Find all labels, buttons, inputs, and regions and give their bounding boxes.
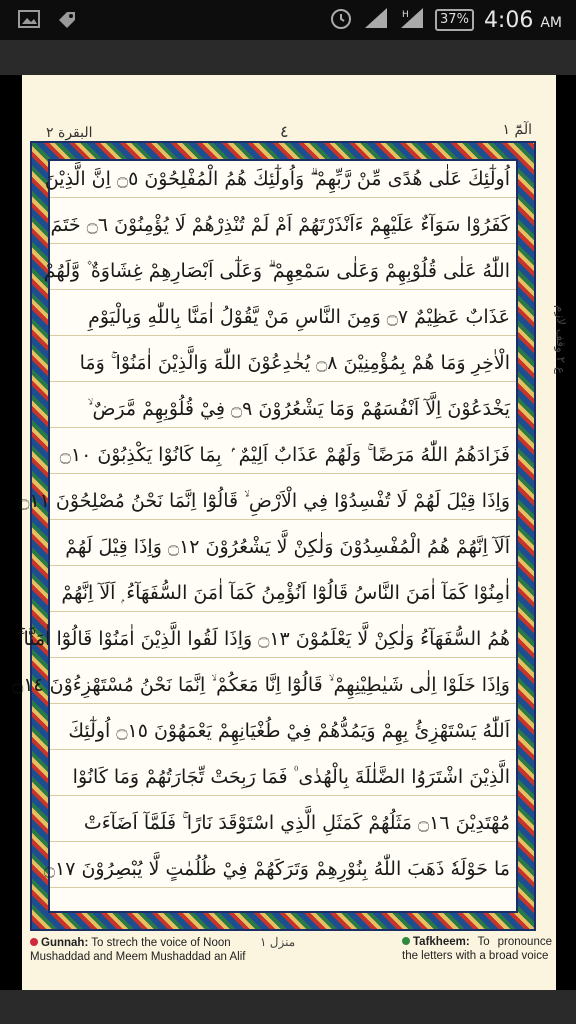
verse-line: هُمُ السُّفَهَآءُ وَلٰكِنْ لَّا يَعْلَمُوْنَ ۝١٣ وَاِذَا لَقُوا الَّذِيْنَ اٰمَنُوْا قَالُوْٓا اٰمَنَّا ۚ [50, 621, 516, 658]
verse-line: مَا حَوْلَهٗ ذَهَبَ اللّٰهُ بِنُوْرِهِمْ وَتَرَكَهُمْ فِيْ ظُلُمٰتٍ لَّا يُبْصِرُوْنَ ۝١٧ [50, 851, 516, 888]
quran-page[interactable] [12, 75, 568, 990]
ornamental-border [12, 141, 536, 931]
verse-line: عَذَابٌ عَظِيْمٌ ۝٧ وَمِنَ النَّاسِ مَنْ يَّقُوْلُ اٰمَنَّا بِاللّٰهِ وَبِالْيَوْمِ [50, 299, 516, 336]
tag-icon [56, 10, 78, 30]
verse-line: اللّٰهُ عَلٰى قُلُوْبِهِمْ وَعَلٰى سَمْعِهِمْ ۗ وَعَلٰٓى اَبْصَارِهِمْ غِشَاوَةٌ ۫ وَّلَهُمْ [50, 253, 516, 290]
tafkheem-color-dot [402, 937, 410, 945]
status-bar [0, 0, 576, 40]
verse-area [12, 159, 518, 913]
gunnah-note: Gunnah: To strech the voice of Noon Mushaddad and Meem Mushaddad an Alif [30, 937, 246, 963]
verse-line: اٰمِنُوْا كَمَآ اٰمَنَ النَّاسُ قَالُوْٓا اَنُؤْمِنُ كَمَآ اٰمَنَ السُّفَهَآءُ ۭ اَلَآ اِنَّهُمْ [50, 575, 516, 612]
para-name: الٓمّٓ ١ [502, 122, 532, 138]
gallery-icon [18, 10, 40, 30]
signal-icon [363, 6, 389, 34]
margin-note: ع ۲ وقف لازم [554, 305, 568, 375]
h-signal-icon [399, 6, 425, 34]
battery-indicator: 37% [435, 9, 474, 31]
manzil-label: منزل ١ [260, 935, 296, 949]
verse-line: وَاِذَا قِيْلَ لَهُمْ لَا تُفْسِدُوْا فِي الْاَرْضِ ۙ قَالُوْٓا اِنَّمَا نَحْنُ مُصْلِحُوْنَ ۝١١ [50, 483, 516, 520]
verse-line: مُهْتَدِيْنَ ۝١٦ مَثَلُهُمْ كَمَثَلِ الَّذِي اسْتَوْقَدَ نَارًا ۚ فَلَمَّآ اَضَآءَتْ [50, 805, 516, 842]
tafkheem-note: Tafkheem: To pronounce the letters with a broad voice [402, 936, 552, 962]
verse-line: وَاِذَا خَلَوْا اِلٰى شَيٰطِيْنِهِمْ ۙ قَالُوْٓا اِنَّا مَعَكُمْ ۙ اِنَّمَا نَحْنُ مُسْتَهْزِءُوْنَ ۝١٤ [50, 667, 516, 704]
verse-line: اَللّٰهُ يَسْتَهْزِئُ بِهِمْ وَيَمُدُّهُمْ فِيْ طُغْيَانِهِمْ يَعْمَهُوْنَ ۝١٥ اُولٰٓئِكَ [50, 713, 516, 750]
tajweed-legend [22, 935, 556, 985]
bottom-band [0, 990, 576, 1024]
page-number: ٤ [280, 122, 289, 141]
gunnah-color-dot [30, 938, 38, 946]
verse-line: اَلَآ اِنَّهُمْ هُمُ الْمُفْسِدُوْنَ وَلٰكِنْ لَّا يَشْعُرُوْنَ ۝١٢ وَاِذَا قِيْلَ لَهُمْ [50, 529, 516, 566]
svg-text:H: H [402, 10, 409, 20]
verse-line: الْاٰخِرِ وَمَا هُمْ بِمُؤْمِنِيْنَ ۝٨ يُخٰدِعُوْنَ اللّٰهَ وَالَّذِيْنَ اٰمَنُوْا ۚ وَمَا [50, 345, 516, 382]
alarm-icon [329, 6, 353, 34]
top-band [0, 40, 576, 75]
verse-line: يَخْدَعُوْنَ اِلَّآ اَنْفُسَهُمْ وَمَا يَشْعُرُوْنَ ۝٩ فِيْ قُلُوْبِهِمْ مَّرَضٌ ۙ [50, 391, 516, 428]
verse-line: الَّذِيْنَ اشْتَرَوُا الضَّلٰلَةَ بِالْهُدٰى ۠ فَمَا رَبِحَتْ تِّجَارَتُهُمْ وَمَا كَانُوْا [50, 759, 516, 796]
verse-line: فَزَادَهُمُ اللّٰهُ مَرَضًا ۚ وَلَهُمْ عَذَابٌ اَلِيْمٌ ۢ بِمَا كَانُوْا يَكْذِبُوْنَ ۝١٠ [50, 437, 516, 474]
verse-line: كَفَرُوْا سَوَآءٌ عَلَيْهِمْ ءَاَنْذَرْتَهُمْ اَمْ لَمْ تُنْذِرْهُمْ لَا يُؤْمِنُوْنَ ۝٦ خَتَمَ [50, 207, 516, 244]
verse-line: اُولٰٓئِكَ عَلٰى هُدًى مِّنْ رَّبِّهِمْ ۗ وَاُولٰٓئِكَ هُمُ الْمُفْلِحُوْنَ ۝٥ اِنَّ الَّذِيْنَ [50, 161, 516, 198]
clock: 4:06 AM [483, 7, 562, 33]
surah-name: البقرة ٢ [46, 125, 93, 141]
